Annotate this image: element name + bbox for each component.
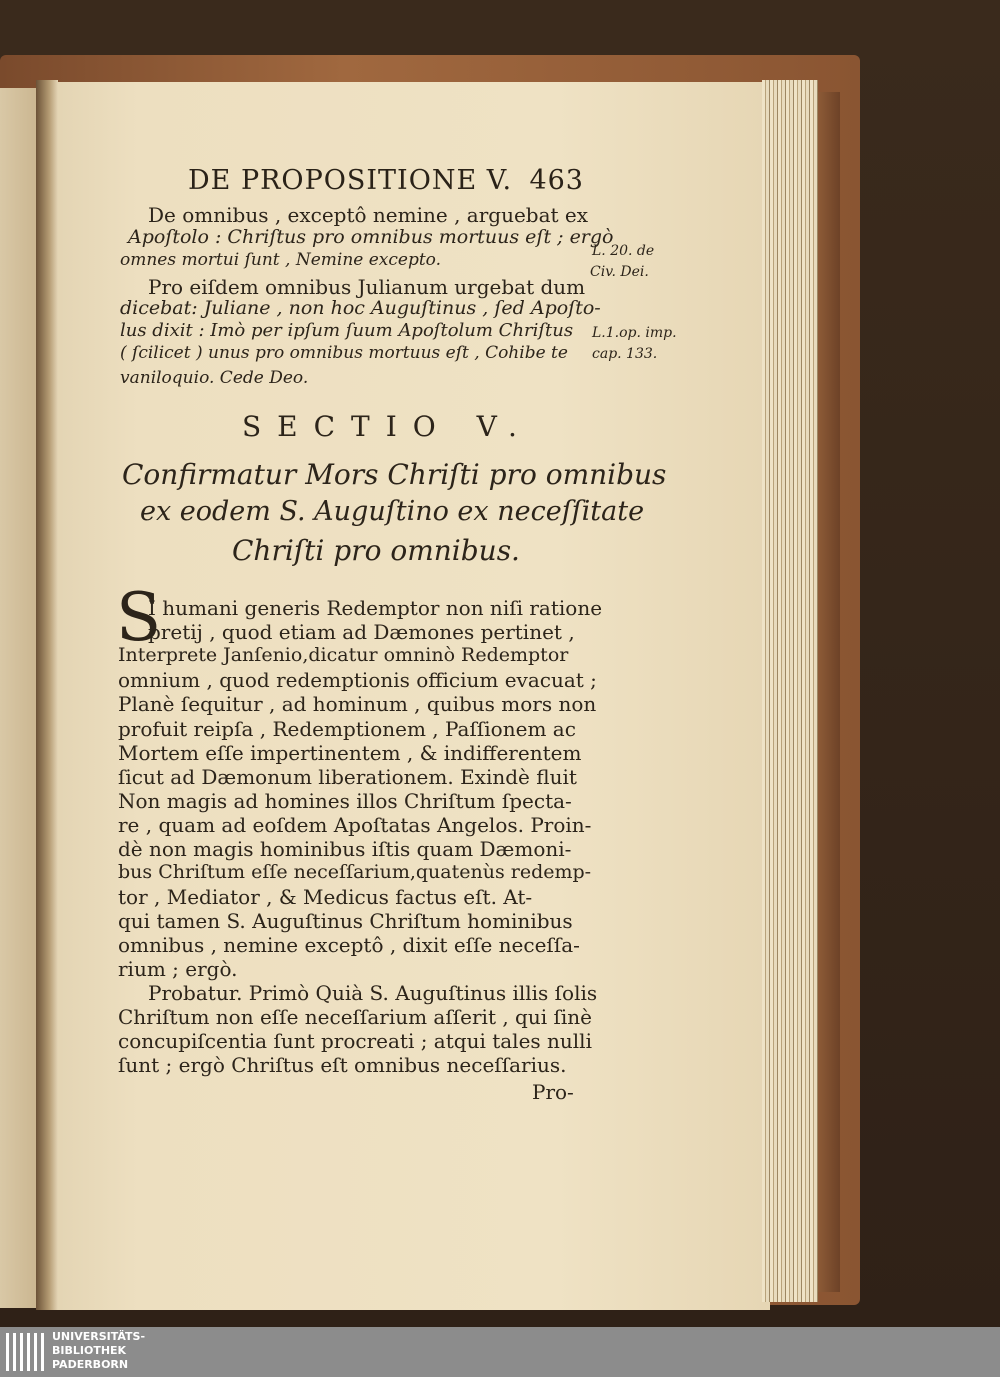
text-line: profuit reipſa , Redemptionem , Paſſionem ac — [118, 717, 576, 741]
text-line: Pro eiſdem omnibus Julianum urgebat dum — [148, 275, 586, 299]
text-line: Apoſtolo : Chriſtus pro omnibus mortuus eſt ; ergò — [128, 226, 614, 248]
text-line: Planè ſequitur , ad hominum , quibus mors non — [118, 692, 597, 716]
text-line: omnibus , nemine exceptô , dixit eſſe neceſſa- — [118, 933, 580, 957]
library-logo-icon — [6, 1333, 46, 1371]
text-line: I humani generis Redemptor non niſi ratione — [148, 596, 603, 620]
gutter — [36, 80, 58, 1310]
text-line: ſunt ; ergò Chriſtus eſt omnibus neceſſarius. — [118, 1053, 567, 1077]
text-line: ſicut ad Dæmonum liberationem. Exindè fluit — [118, 765, 577, 789]
margin-note: L.1.op. imp. — [592, 325, 677, 341]
section-subtitle: Confirmatur Mors Chriſti pro omnibus — [122, 458, 667, 491]
text-line: qui tamen S. Auguſtinus Chriſtum hominibus — [118, 909, 573, 933]
catchword: Pro- — [532, 1080, 574, 1104]
text-line: tor , Mediator , & Medicus factus eſt. At- — [118, 885, 533, 909]
drop-cap: S — [116, 579, 162, 656]
footer-bar — [0, 1327, 1000, 1377]
text-line: concupiſcentia ſunt procreati ; atqui tales nulli — [118, 1029, 592, 1053]
text-line: omnes mortui ſunt , Nemine excepto. — [120, 250, 442, 270]
text-line: De omnibus , exceptô nemine , arguebat ex — [148, 203, 589, 227]
page-number: 463 — [529, 165, 584, 196]
running-title: DE PROPOSITIONE V. — [188, 165, 513, 196]
text-line: ( ſcilicet ) unus pro omnibus mortuus eſt , Cohibe te — [120, 343, 568, 363]
logo-line: UNIVERSITÄTS- — [52, 1330, 146, 1343]
text-line: dicebat: Juliane , non hoc Auguſtinus , ſed Apoſto- — [120, 297, 601, 319]
text-line: Mortem eſſe impertinentem , & indifferentem — [118, 741, 582, 765]
running-header — [188, 165, 584, 196]
text-line: Probatur. Primò Quià S. Auguſtinus illis ſolis — [148, 981, 598, 1005]
margin-note: Civ. Dei. — [590, 264, 649, 280]
text-line: bus Chriſtum eſſe neceſſarium,quatenùs redemp- — [118, 861, 592, 883]
cover-edge — [818, 92, 840, 1292]
section-subtitle: Chriſti pro omnibus. — [232, 534, 520, 567]
page-edges — [762, 80, 818, 1302]
text-line: dè non magis hominibus iſtis quam Dæmoni- — [118, 837, 572, 861]
text-line: re , quam ad eoſdem Apoſtatas Angelos. Proin- — [118, 813, 592, 837]
text-line: omnium , quod redemptionis officium evacuat ; — [118, 668, 597, 692]
text-line: pretij , quod etiam ad Dæmones pertinet , — [148, 620, 575, 644]
section-heading: SECTIO V. — [242, 410, 533, 443]
text-line: Chriſtum non eſſe neceſſarium aſſerit , qui ſinè — [118, 1005, 593, 1029]
text-line: vaniloquio. Cede Deo. — [120, 368, 309, 388]
section-subtitle: ex eodem S. Auguſtino ex neceſſitate — [140, 496, 645, 527]
text-line: Interprete Janſenio,dicatur omninò Redemptor — [118, 644, 569, 666]
text-line: lus dixit : Imò per ipſum ſuum Apoſtolum Chriſtus — [120, 320, 574, 341]
margin-note: L. 20. de — [592, 243, 655, 259]
logo-line: PADERBORN — [52, 1358, 129, 1371]
logo-line: BIBLIOTHEK — [52, 1344, 127, 1357]
text-line: Non magis ad homines illos Chriſtum ſpecta- — [118, 789, 572, 813]
margin-note: cap. 133. — [592, 346, 658, 362]
text-line: rium ; ergò. — [118, 957, 238, 981]
library-logo-text — [52, 1330, 145, 1372]
